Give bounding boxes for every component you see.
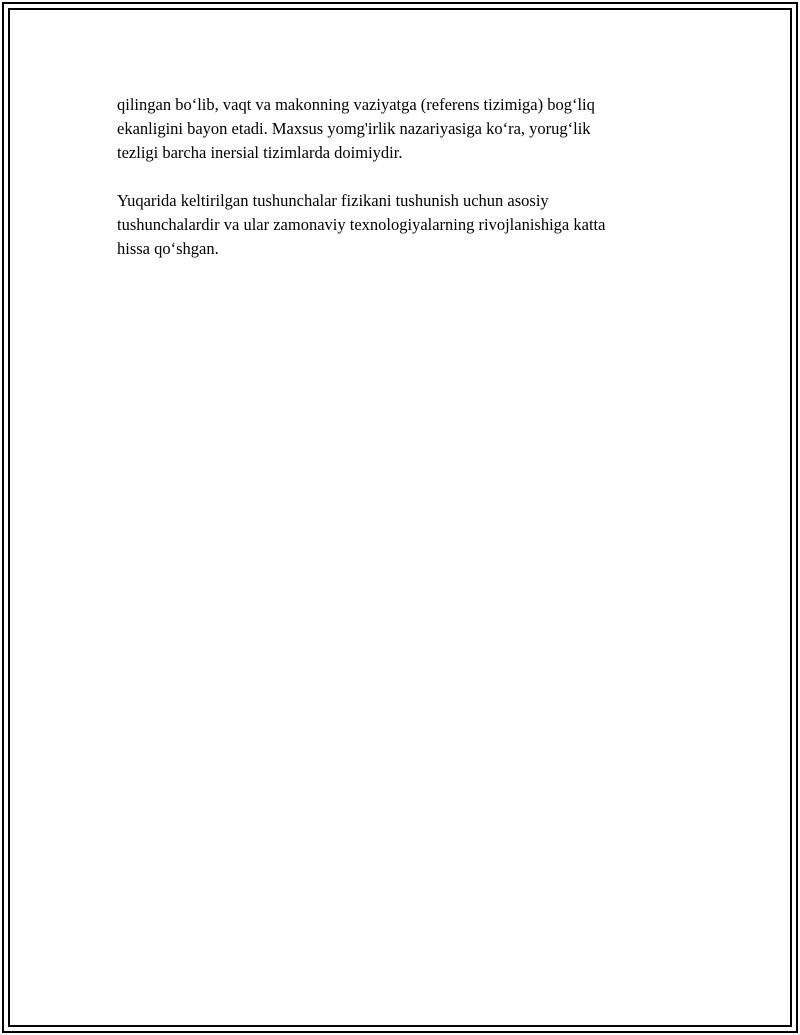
text-line: tezligi barcha inersial tizimlarda doimiydir. xyxy=(117,143,403,162)
text-line: ekanligini bayon etadi. Maxsus yomg'irlik nazariyasiga ko‘ra, yorug‘lik xyxy=(117,119,591,138)
text-line: hissa qo‘shgan. xyxy=(117,239,219,258)
text-line: tushunchalardir va ular zamonaviy texnologiyalarning rivojlanishiga katta xyxy=(117,215,606,234)
text-line: qilingan bo‘lib, vaqt va makonning vaziyatga (referens tizimiga) bog‘liq xyxy=(117,95,595,114)
document-body xyxy=(117,93,677,261)
paragraph-conclusion xyxy=(117,189,677,261)
paragraph-relativity xyxy=(117,93,677,165)
text-line: Yuqarida keltirilgan tushunchalar fizikani tushunish uchun asosiy xyxy=(117,191,549,210)
